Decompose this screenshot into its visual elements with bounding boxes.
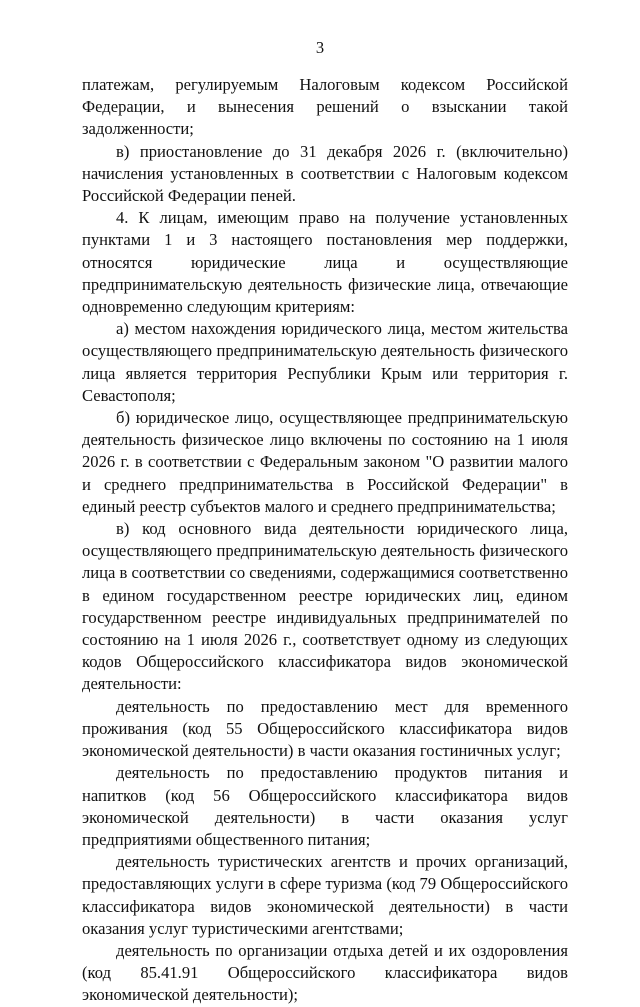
paragraph-activity-children-recreation: деятельность по организации отдыха детей и их оздоровления (код 85.41.91 Общероссийского классификатора видов экономической деятельности); — [82, 940, 568, 1005]
paragraph-item-4: 4. К лицам, имеющим право на получение установленных пунктами 1 и 3 настоящего постановления мер поддержки, относятся юридические лица и осуществляющие предпринимательскую деятельность физические лица, отвечающие одновременно следующим критериям: — [82, 208, 568, 317]
page-number: 3 — [315, 38, 325, 57]
paragraph-criterion-a: а) местом нахождения юридического лица, местом жительства осуществляющего предпринимательскую деятельность физического лица является территория Республики Крым или территория г. Севастополя; — [82, 319, 568, 405]
paragraph-activity-accommodation: деятельность по предоставлению мест для временного проживания (код 55 Общероссийского классификатора видов экономической деятельности) в части оказания гостиничных услуг; — [82, 696, 568, 761]
paragraph-criterion-b: б) юридическое лицо, осуществляющее предпринимательскую деятельность физическое лицо включены по состоянию на 1 июля 2026 г. в соответствии с Федеральным законом "О развитии малого и среднего предпринимательства в Российской Федерации" в единый реестр субъектов малого и среднего предпринимательства; — [82, 408, 568, 516]
paragraph-criterion-v: в) код основного вида деятельности юридического лица, осуществляющего предпринимательскую деятельность физического лица в соответствии со сведениями, содержащимися соответственно в едином государственном реестре юридических лиц, едином государственном реестре индивидуальных предпринимателей по состоянию на 1 июля 2026 г., соответствует одному из следующих кодов Общероссийского классификатора видов экономической деятельности: — [82, 519, 569, 694]
paragraph-activity-tourism: деятельность туристических агентств и прочих организаций, предоставляющих услуги в сфере туризма (код 79 Общероссийского классификатора видов экономической деятельности) в части оказания услуг туристическими агентствами; — [82, 852, 568, 938]
paragraph-activity-food: деятельность по предоставлению продуктов питания и напитков (код 56 Общероссийского классификатора видов экономической деятельности) в части оказания услуг предприятиями общественного питания; — [82, 763, 568, 849]
paragraph-subitem-v-penalties: в) приостановление до 31 декабря 2026 г. (включительно) начисления установленных в соответствии с Налоговым кодексом Российской Федерации пеней. — [82, 141, 568, 206]
document-body — [82, 74, 568, 1007]
paragraph-continuation: платежам, регулируемым Налоговым кодексом Российской Федерации, и вынесения решений о взыскании такой задолженности; — [82, 75, 568, 139]
